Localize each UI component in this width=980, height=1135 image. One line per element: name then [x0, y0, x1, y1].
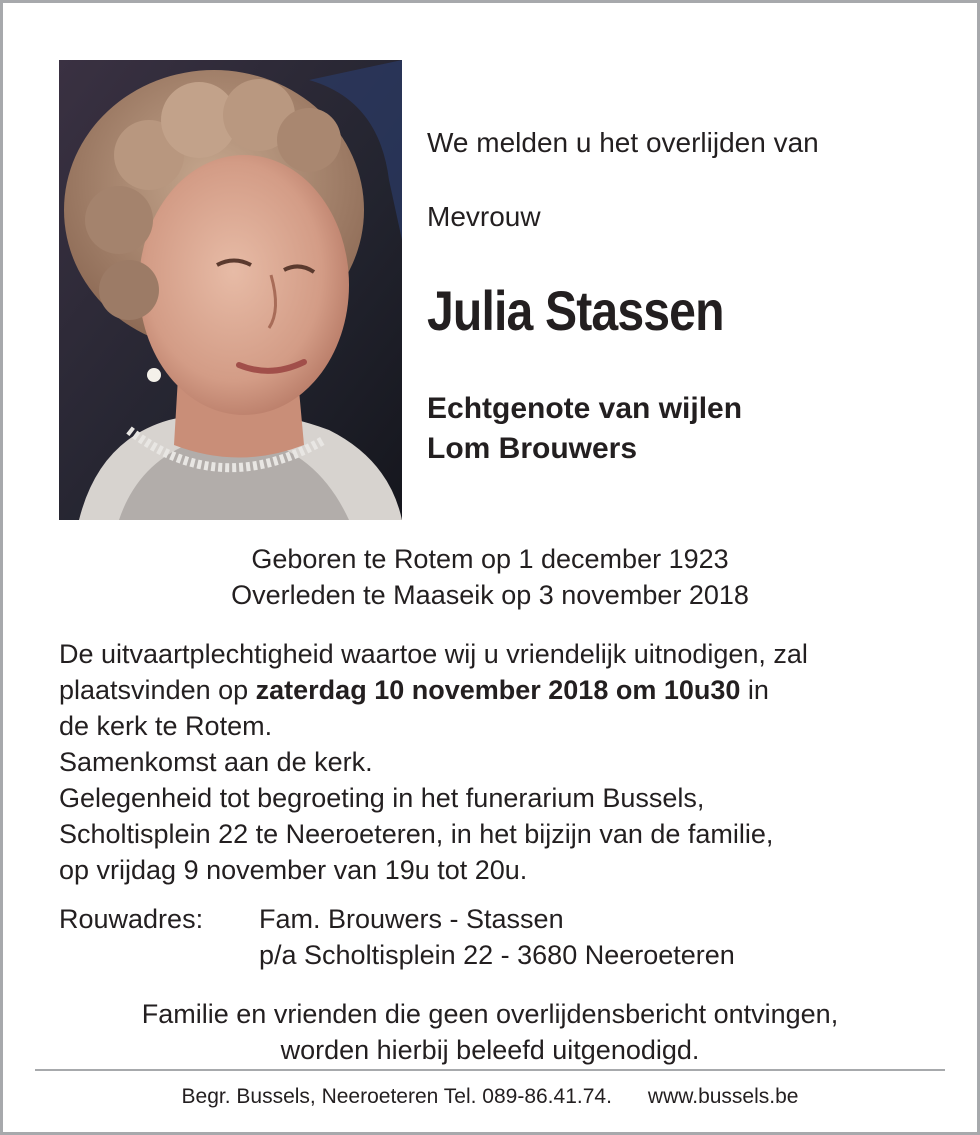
mourning-address-line-2: p/a Scholtisplein 22 - 3680 Neeroeteren	[259, 940, 735, 970]
ceremony-line-1: De uitvaartplechtigheid waartoe wij u vriendelijk uitnodigen, zal	[59, 639, 808, 669]
undertaker-contact: Begr. Bussels, Neeroeteren Tel. 089-86.41.74.	[181, 1085, 612, 1108]
spouse-line-2: Lom Brouwers	[427, 432, 638, 465]
ceremony-line-7: op vrijdag 9 november van 19u tot 20u.	[59, 855, 528, 885]
invitation-line-1: Familie en vrienden die geen overlijdensbericht ontvingen,	[141, 999, 839, 1029]
announcement-intro: We melden u het overlijden van	[427, 127, 819, 158]
ceremony-line-2	[59, 672, 939, 708]
deceased-name: Julia Stassen	[427, 279, 724, 342]
death-line: Overleden te Maaseik op 3 november 2018	[231, 580, 749, 610]
ceremony-line-4: Samenkomst aan de kerk.	[59, 747, 373, 777]
ceremony-line-2-pre: plaatsvinden op	[59, 675, 256, 705]
mourning-address-label: Rouwadres:	[59, 904, 204, 934]
ceremony-line-3: de kerk te Rotem.	[59, 711, 273, 741]
ceremony-line-2-post: in	[740, 675, 769, 705]
footer	[3, 1083, 977, 1111]
mourning-address-lines	[259, 901, 735, 973]
honorific: Mevrouw	[427, 201, 541, 232]
website-link[interactable]: www.bussels.be	[647, 1085, 799, 1108]
ceremony-date-time: zaterdag 10 november 2018 om 10u30	[255, 675, 741, 705]
spouse-info	[427, 389, 742, 469]
spouse-line-1: Echtgenote van wijlen	[427, 392, 743, 425]
footer-divider	[35, 1069, 945, 1071]
life-dates	[3, 541, 977, 613]
ceremony-details	[59, 636, 939, 888]
invitation-line-2: worden hierbij beleefd uitgenodigd.	[280, 1035, 700, 1065]
invitation-note	[3, 996, 977, 1068]
ceremony-line-5: Gelegenheid tot begroeting in het funerarium Bussels,	[59, 783, 705, 813]
birth-line: Geboren te Rotem op 1 december 1923	[251, 544, 729, 574]
mourning-address-line-1: Fam. Brouwers - Stassen	[259, 904, 564, 934]
portrait-photo	[59, 60, 402, 520]
ceremony-line-6: Scholtisplein 22 te Neeroeteren, in het bijzijn van de familie,	[59, 819, 774, 849]
